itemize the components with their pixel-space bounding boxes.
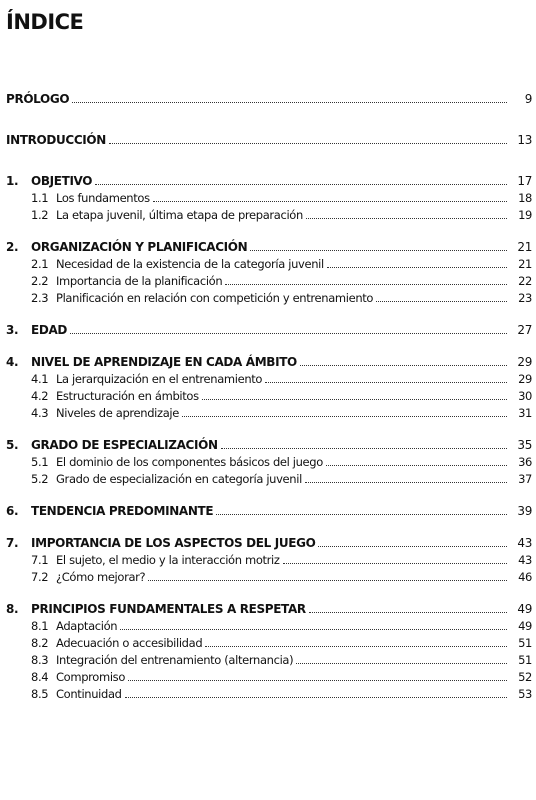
- toc-section-label: Planificación en relación con competición y entrenamiento: [56, 291, 374, 305]
- dot-leader: [125, 685, 507, 698]
- dot-leader: [182, 404, 507, 417]
- toc-entry[interactable]: [6, 131, 532, 148]
- toc-section[interactable]: [6, 470, 532, 487]
- toc-chapter-label: NIVEL DE APRENDIZAJE EN CADA ÁMBITO: [31, 355, 297, 369]
- toc-chapter[interactable]: [6, 353, 532, 370]
- toc-chapter-page: 27: [517, 323, 532, 337]
- toc-section-page: 46: [518, 570, 532, 584]
- toc-entry-page: 9: [524, 92, 532, 106]
- dot-leader: [95, 172, 507, 185]
- dot-leader: [376, 289, 507, 302]
- toc-section[interactable]: [6, 206, 532, 223]
- dot-leader: [250, 238, 507, 251]
- toc-chapter-number: 5.: [6, 438, 19, 452]
- dot-leader: [205, 634, 507, 647]
- toc-section-page: 19: [518, 208, 532, 222]
- toc-chapter-label: PRINCIPIOS FUNDAMENTALES A RESPETAR: [31, 602, 306, 616]
- toc-chapter[interactable]: [6, 502, 532, 519]
- toc-chapter[interactable]: [6, 436, 532, 453]
- toc-chapter[interactable]: [6, 534, 532, 551]
- toc-section-label: La jerarquización en el entrenamiento: [56, 372, 263, 386]
- dot-leader: [300, 353, 507, 366]
- toc-section-page: 31: [518, 406, 532, 420]
- dot-leader: [109, 131, 507, 144]
- toc-section[interactable]: [6, 617, 532, 634]
- toc-section-label: Continuidad: [56, 687, 122, 701]
- toc-section-number: 5.1: [31, 455, 49, 469]
- toc-section-page: 22: [518, 274, 532, 288]
- toc-section-number: 5.2: [31, 472, 49, 486]
- dot-leader: [153, 189, 507, 202]
- toc-section-number: 2.2: [31, 274, 49, 288]
- toc-section-number: 1.1: [31, 191, 49, 205]
- toc-chapter-page: 43: [517, 536, 532, 550]
- toc-section-number: 1.2: [31, 208, 49, 222]
- dot-leader: [148, 568, 507, 581]
- dot-leader: [306, 206, 507, 219]
- toc-section[interactable]: [6, 685, 532, 702]
- toc-section-label: ¿Cómo mejorar?: [56, 570, 146, 584]
- toc-section[interactable]: [6, 255, 532, 272]
- toc-section-number: 8.4: [31, 670, 49, 684]
- dot-leader: [70, 321, 507, 334]
- dot-leader: [216, 502, 507, 515]
- toc-section-label: El dominio de los componentes básicos del juego: [56, 455, 323, 469]
- toc-section-label: Necesidad de la existencia de la categoría juvenil: [56, 257, 324, 271]
- toc-chapter-page: 17: [517, 174, 532, 188]
- dot-leader: [221, 436, 507, 449]
- dot-leader: [120, 617, 507, 630]
- toc-section-number: 2.3: [31, 291, 49, 305]
- toc-section-label: Estructuración en ámbitos: [56, 389, 199, 403]
- dot-leader: [318, 534, 507, 547]
- toc-entry-page: 13: [517, 133, 532, 147]
- toc-section-number: 8.1: [31, 619, 49, 633]
- toc-chapter-page: 35: [517, 438, 532, 452]
- page-title: ÍNDICE: [6, 10, 84, 34]
- toc-chapter-number: 6.: [6, 504, 19, 518]
- toc-section[interactable]: [6, 272, 532, 289]
- toc-chapter-page: 21: [517, 240, 532, 254]
- toc-section[interactable]: [6, 551, 532, 568]
- toc-section-page: 30: [518, 389, 532, 403]
- dot-leader: [202, 387, 507, 400]
- dot-leader: [327, 255, 507, 268]
- toc-section-page: 49: [518, 619, 532, 633]
- toc-chapter-number: 1.: [6, 174, 19, 188]
- toc-section[interactable]: [6, 568, 532, 585]
- toc-chapter-label: TENDENCIA PREDOMINANTE: [31, 504, 214, 518]
- dot-leader: [305, 470, 507, 483]
- toc-chapter-number: 4.: [6, 355, 19, 369]
- toc-section[interactable]: [6, 189, 532, 206]
- table-of-contents: [6, 90, 532, 702]
- toc-section-label: Niveles de aprendizaje: [56, 406, 179, 420]
- toc-chapter-label: IMPORTANCIA DE LOS ASPECTOS DEL JUEGO: [31, 536, 316, 550]
- toc-section-page: 21: [518, 257, 532, 271]
- dot-leader: [309, 600, 507, 613]
- toc-chapter[interactable]: [6, 238, 532, 255]
- toc-chapter-label: ORGANIZACIÓN Y PLANIFICACIÓN: [31, 240, 248, 254]
- dot-leader: [326, 453, 507, 466]
- toc-section-number: 8.3: [31, 653, 49, 667]
- toc-section-page: 36: [518, 455, 532, 469]
- toc-entry-label: INTRODUCCIÓN: [6, 133, 106, 147]
- dot-leader: [128, 668, 507, 681]
- toc-section-label: Adaptación: [56, 619, 118, 633]
- toc-section-page: 29: [518, 372, 532, 386]
- toc-section-number: 7.2: [31, 570, 49, 584]
- toc-section-page: 43: [518, 553, 532, 567]
- toc-chapter-page: 29: [517, 355, 532, 369]
- dot-leader: [225, 272, 507, 285]
- toc-section-label: Adecuación o accesibilidad: [56, 636, 203, 650]
- toc-section-label: Importancia de la planificación: [56, 274, 223, 288]
- toc-section[interactable]: [6, 651, 532, 668]
- toc-section[interactable]: [6, 453, 532, 470]
- toc-section-number: 4.1: [31, 372, 49, 386]
- toc-section-label: Grado de especialización en categoría juvenil: [56, 472, 302, 486]
- toc-section-number: 7.1: [31, 553, 49, 567]
- toc-section[interactable]: [6, 668, 532, 685]
- toc-section-page: 23: [518, 291, 532, 305]
- toc-chapter-number: 3.: [6, 323, 19, 337]
- toc-section-page: 51: [518, 636, 532, 650]
- dot-leader: [265, 370, 507, 383]
- toc-chapter-number: 2.: [6, 240, 19, 254]
- toc-section[interactable]: [6, 387, 532, 404]
- dot-leader: [72, 90, 507, 103]
- toc-section-page: 53: [518, 687, 532, 701]
- toc-section-label: Integración del entrenamiento (alternancia): [56, 653, 294, 667]
- toc-section[interactable]: [6, 370, 532, 387]
- toc-section-number: 4.3: [31, 406, 49, 420]
- toc-section[interactable]: [6, 634, 532, 651]
- toc-section-label: El sujeto, el medio y la interacción motriz: [56, 553, 280, 567]
- toc-section-page: 51: [518, 653, 532, 667]
- toc-section[interactable]: [6, 404, 532, 421]
- toc-chapter-label: OBJETIVO: [31, 174, 93, 188]
- toc-chapter-label: GRADO DE ESPECIALIZACIÓN: [31, 438, 218, 452]
- toc-chapter[interactable]: [6, 172, 532, 189]
- toc-section-label: Compromiso: [56, 670, 126, 684]
- toc-entry[interactable]: [6, 90, 532, 107]
- toc-section-page: 37: [518, 472, 532, 486]
- toc-chapter-label: EDAD: [31, 323, 68, 337]
- toc-chapter-number: 8.: [6, 602, 19, 616]
- toc-chapter[interactable]: [6, 600, 532, 617]
- toc-chapter-page: 49: [517, 602, 532, 616]
- toc-section-label: Los fundamentos: [56, 191, 150, 205]
- toc-section-number: 8.5: [31, 687, 49, 701]
- toc-chapter-number: 7.: [6, 536, 19, 550]
- dot-leader: [296, 651, 507, 664]
- dot-leader: [283, 551, 507, 564]
- toc-section-page: 18: [518, 191, 532, 205]
- toc-chapter-page: 39: [517, 504, 532, 518]
- toc-chapter[interactable]: [6, 321, 532, 338]
- toc-section-number: 8.2: [31, 636, 49, 650]
- toc-section-number: 2.1: [31, 257, 49, 271]
- toc-entry-label: PRÓLOGO: [6, 92, 70, 106]
- toc-section-page: 52: [518, 670, 532, 684]
- toc-section[interactable]: [6, 289, 532, 306]
- toc-section-label: La etapa juvenil, última etapa de preparación: [56, 208, 303, 222]
- toc-section-number: 4.2: [31, 389, 49, 403]
